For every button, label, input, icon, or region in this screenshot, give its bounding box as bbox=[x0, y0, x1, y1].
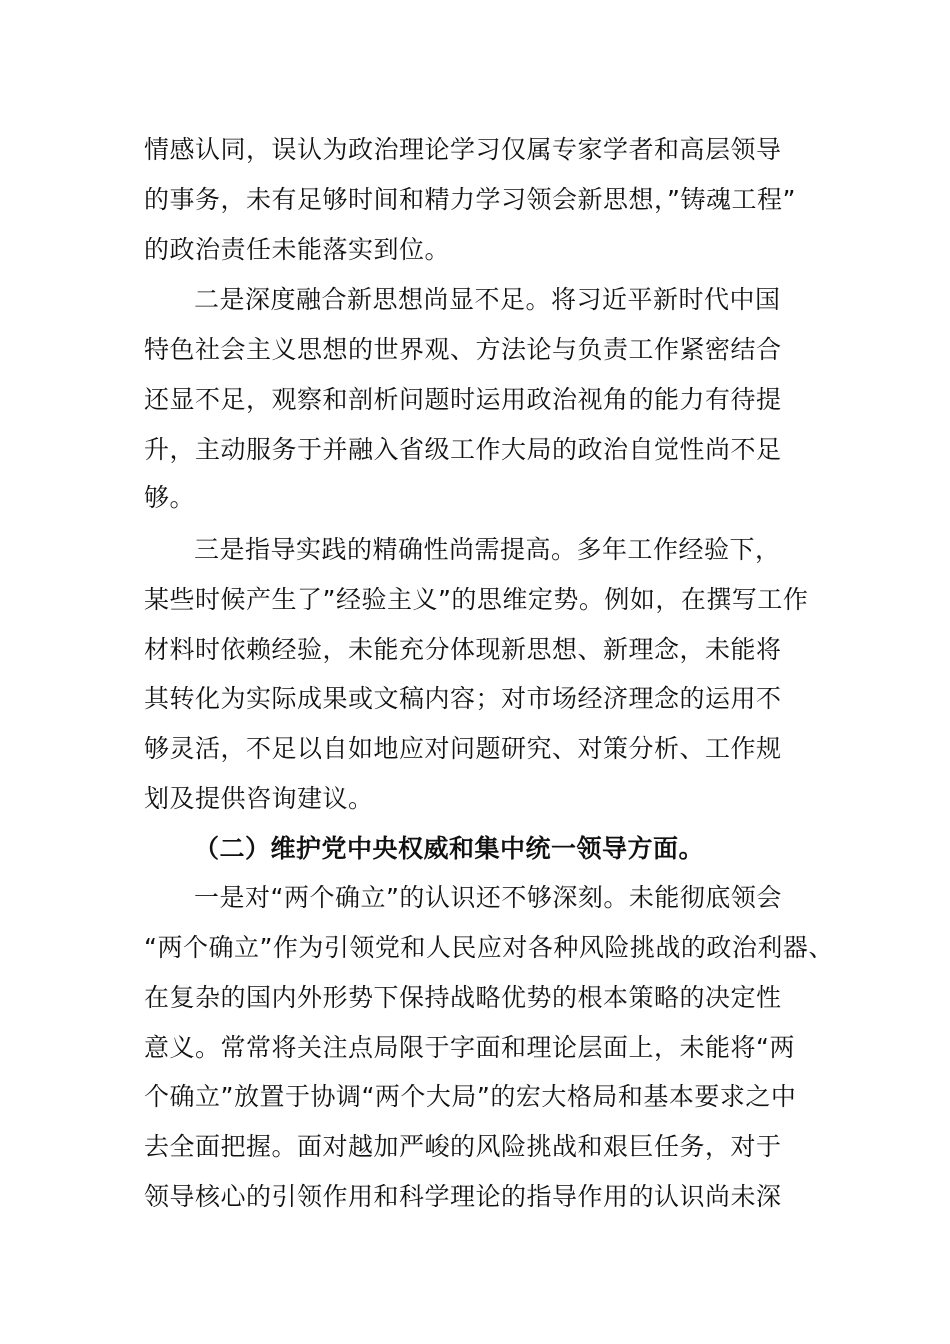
paragraph-start-line: 一是对“两个确立”的认识还不够深刻。未能彻底领会 bbox=[194, 883, 782, 912]
text-line: 升，主动服务于并融入省级工作大局的政治自觉性尚不足 bbox=[144, 435, 782, 464]
text-line: 其转化为实际成果或文稿内容；对市场经济理念的运用不 bbox=[144, 684, 782, 713]
text-line: 在复杂的国内外形势下保持战略优势的根本策略的决定性 bbox=[144, 983, 782, 1012]
text-line: 够灵活，不足以自如地应对问题研究、对策分析、工作规 bbox=[144, 734, 782, 763]
text-line: 意义。常常将关注点局限于字面和理论层面上，未能将“两 bbox=[144, 1033, 795, 1062]
text-line: 某些时候产生了”经验主义”的思维定势。例如，在撰写工作 bbox=[144, 585, 809, 614]
text-line: 领导核心的引领作用和科学理论的指导作用的认识尚未深 bbox=[144, 1182, 782, 1211]
text-line: 特色社会主义思想的世界观、方法论与负责工作紧密结合 bbox=[144, 335, 782, 364]
paragraph-start-line: 三是指导实践的精确性尚需提高。多年工作经验下， bbox=[194, 535, 781, 564]
text-line: 够。 bbox=[144, 483, 196, 512]
text-line: 个确立”放置于协调“两个大局”的宏大格局和基本要求之中 bbox=[144, 1082, 797, 1111]
text-line: 的政治责任未能落实到位。 bbox=[144, 235, 451, 264]
text-line: 划及提供咨询建议。 bbox=[144, 784, 374, 813]
text-line: 情感认同，误认为政治理论学习仅属专家学者和高层领导 bbox=[144, 135, 782, 164]
section-heading: （二）维护党中央权威和集中统一领导方面。 bbox=[194, 834, 705, 863]
text-line: 的事务，未有足够时间和精力学习领会新思想，”铸魂工程” bbox=[144, 185, 796, 214]
text-line: 还显不足，观察和剖析问题时运用政治视角的能力有待提 bbox=[144, 385, 782, 414]
paragraph-start-line: 二是深度融合新思想尚显不足。将习近平新时代中国 bbox=[194, 285, 781, 314]
text-line: 材料时依赖经验，未能充分体现新思想、新理念，未能将 bbox=[144, 635, 782, 664]
text-line: “两个确立”作为引领党和人民应对各种风险挑战的政治利器、 bbox=[144, 933, 834, 962]
text-line: 去全面把握。面对越加严峻的风险挑战和艰巨任务，对于 bbox=[144, 1132, 782, 1161]
